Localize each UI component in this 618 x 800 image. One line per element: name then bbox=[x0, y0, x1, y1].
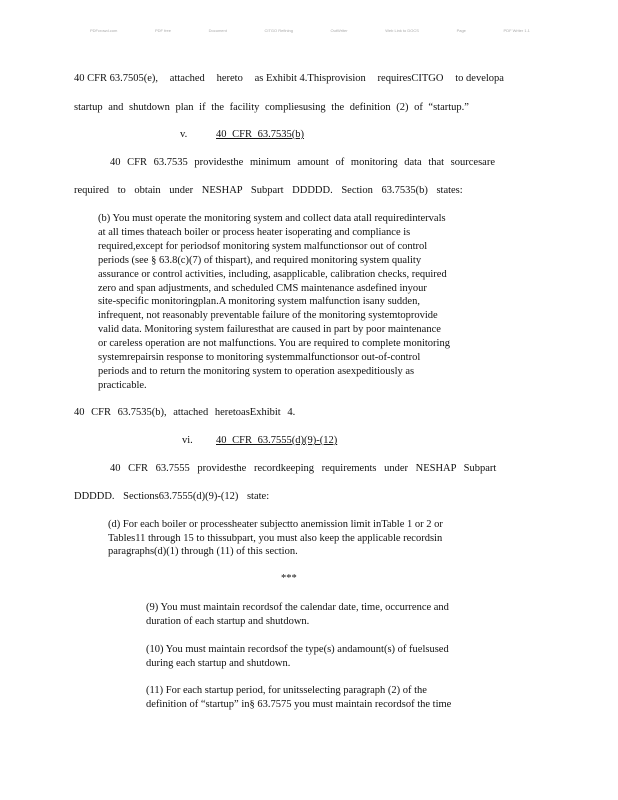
quote-line: (9) You must maintain recordsof the calendar date, time, occurrence and bbox=[146, 602, 449, 613]
header-item: PDFcrowd.com bbox=[90, 28, 118, 33]
quote-line: site-specific monitoringplan.A monitoring system malfunction isany sudden, bbox=[98, 296, 420, 308]
header-item: Web Link to DOCS bbox=[385, 28, 419, 33]
quote-line: definition of “startup” in§ 63.7575 you must maintain recordsof the time bbox=[146, 698, 452, 710]
header-item: OutWriter bbox=[330, 28, 348, 33]
paragraph-line: 40 CFR 63.7535 providesthe minimum amount of monitoring data that sourcesare bbox=[110, 157, 495, 168]
quote-line: valid data. Monitoring system failuresthat are caused in part by poor maintenance bbox=[98, 324, 441, 336]
section-number: v. bbox=[180, 129, 188, 140]
paragraph-line: DDDDD. Sections63.7555(d)(9)-(12) state: bbox=[74, 491, 270, 502]
header-item: PDF free bbox=[154, 28, 171, 33]
section-heading: 40 CFR 63.7555(d)(9)-(12) bbox=[216, 435, 338, 446]
quote-line: periods and to return the monitoring system to operation asexpeditiously as bbox=[98, 365, 415, 377]
quote-line: infrequent, not reasonably preventable failure of the monitoring systemtoprovide bbox=[98, 310, 438, 322]
section-number: vi. bbox=[182, 435, 193, 446]
block-quote bbox=[146, 684, 496, 711]
quote-line: (d) For each boiler or processheater subjectto anemission limit inTable 1 or 2 or bbox=[108, 519, 443, 530]
paragraph-line: 40 CFR 63.7555 providesthe recordkeeping requirements under NESHAP Subpart bbox=[110, 463, 497, 474]
quote-line: duration of each startup and shutdown. bbox=[146, 615, 310, 627]
block-quote bbox=[98, 212, 498, 393]
block-quote bbox=[146, 643, 496, 670]
block-quote bbox=[108, 518, 498, 559]
quote-line: practicable. bbox=[98, 379, 147, 391]
header-item: Document bbox=[208, 28, 227, 33]
quote-line: zero and span adjustments, and scheduled CMS maintenance asdefined inyour bbox=[98, 282, 427, 294]
quote-line: during each startup and shutdown. bbox=[146, 657, 291, 669]
page-header bbox=[90, 28, 530, 36]
ellipsis-marker: *** bbox=[281, 573, 297, 584]
quote-line: (10) You must maintain recordsof the type(s) andamount(s) of fuelsused bbox=[146, 644, 449, 655]
quote-line: (11) For each startup period, for unitsselecting paragraph (2) of the bbox=[146, 685, 427, 696]
quote-line: systemrepairsin response to monitoring systemmalfunctionsor out-of-control bbox=[98, 352, 421, 364]
quote-line: required,except for periodsof monitoring system malfunctionsor out of control bbox=[98, 240, 428, 252]
quote-line: at all times thateach boiler or process heater isoperating and compliance is bbox=[98, 226, 411, 238]
quote-line: periods (see § 63.8(c)(7) of thispart), and required monitoring system quality bbox=[98, 254, 422, 266]
quote-line: or careless operation are not malfunctions. You are required to complete monitoring bbox=[98, 338, 450, 350]
block-quote bbox=[146, 601, 496, 628]
paragraph-line: startup and shutdown plan if the facility compliesusing the definition (2) of “startup.” bbox=[74, 102, 469, 113]
quote-line: paragraphs(d)(1) through (11) of this section. bbox=[108, 546, 298, 557]
section-heading: 40 CFR 63.7535(b) bbox=[216, 129, 304, 140]
quote-line: Tables11 through 15 to thissubpart, you must also keep the applicable recordsin bbox=[108, 532, 443, 544]
header-item: Page bbox=[456, 28, 466, 33]
quote-line: (b) You must operate the monitoring system and collect data atall requiredintervals bbox=[98, 213, 446, 224]
paragraph-line: 40 CFR 63.7535(b), attached heretoasExhibit 4. bbox=[74, 407, 296, 418]
paragraph-line: 40 CFR 63.7505(e), attached hereto as Exhibit 4.Thisprovision requiresCITGO to developa bbox=[74, 73, 504, 84]
header-item: CITGO Refining bbox=[264, 28, 293, 33]
header-item: PDF Writer 1.1 bbox=[503, 28, 530, 33]
quote-line: assurance or control activities, including, asapplicable, calibration checks, required bbox=[98, 268, 447, 280]
paragraph-line: required to obtain under NESHAP Subpart DDDDD. Section 63.7535(b) states: bbox=[74, 185, 463, 196]
